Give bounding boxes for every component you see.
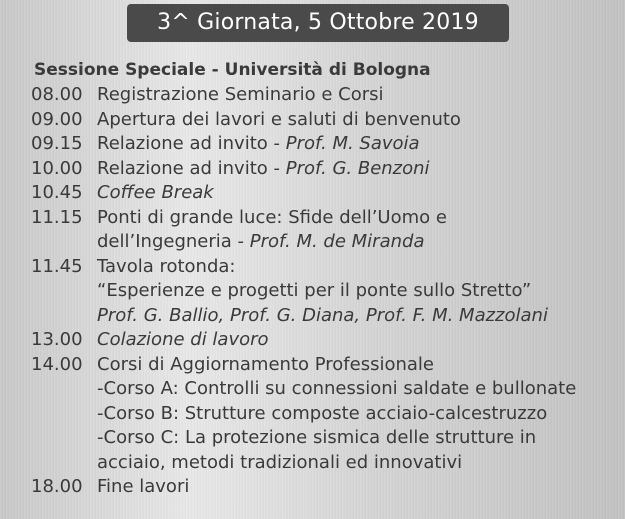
day-header-badge: 3^ Giornata, 5 Ottobre 2019 — [127, 4, 509, 42]
schedule-text — [97, 83, 621, 108]
course-c: -Corso C: La protezione sismica delle strutture in — [97, 427, 537, 448]
schedule-line — [97, 157, 621, 182]
schedule-item-1400 — [31, 353, 621, 476]
schedule-line: Colazione di lavoro — [97, 329, 269, 350]
schedule-text — [97, 181, 621, 206]
schedule-line: Coffee Break — [97, 182, 214, 203]
schedule-text — [97, 475, 621, 500]
schedule-label: dell’Ingegneria - — [97, 231, 250, 252]
schedule-time: 11.15 — [31, 206, 83, 228]
schedule-line: Apertura dei lavori e saluti di benvenuto — [97, 108, 461, 130]
schedule-time: 14.00 — [31, 353, 83, 375]
schedule-line: Tavola rotonda: — [97, 255, 236, 277]
course-c-continued: acciaio, metodi tradizionali ed innovativi — [97, 451, 463, 473]
schedule-item-0900 — [31, 108, 621, 133]
schedule-time: 10.00 — [31, 157, 83, 179]
course-a: -Corso A: Controlli su connessioni saldate e bullonate — [97, 378, 577, 399]
schedule-item-1045 — [31, 181, 621, 206]
schedule-line: Registrazione Seminario e Corsi — [97, 84, 384, 105]
schedule-time: 10.45 — [31, 182, 83, 203]
schedule-line: “Esperienze e progetti per il ponte sullo Stretto” — [97, 280, 532, 301]
schedule-text — [97, 255, 621, 329]
schedule-item-1115 — [31, 206, 621, 255]
schedule-text — [97, 132, 621, 157]
speaker-name: Prof. M. de Miranda — [249, 231, 425, 252]
course-b: -Corso B: Strutture composte acciaio-calcestruzzo — [97, 402, 548, 424]
schedule-text — [97, 206, 621, 255]
schedule-text — [97, 328, 621, 353]
schedule-item-0800 — [31, 83, 621, 108]
schedule-label: Relazione ad invito - — [97, 133, 286, 154]
schedule-item-1145 — [31, 255, 621, 329]
schedule-time: 13.00 — [31, 329, 83, 350]
schedule-time: 09.00 — [31, 108, 83, 130]
session-title: Sessione Speciale - Università di Bologna — [34, 60, 431, 80]
schedule-line — [97, 230, 621, 255]
schedule-time: 09.15 — [31, 133, 83, 154]
schedule-text — [97, 157, 621, 182]
speaker-name: Prof. M. Savoia — [285, 133, 420, 154]
schedule-item-1800 — [31, 475, 621, 500]
schedule-line: Fine lavori — [97, 476, 190, 497]
schedule-item-1000 — [31, 157, 621, 182]
schedule-label: Relazione ad invito - — [97, 157, 286, 179]
schedule-line — [97, 132, 621, 157]
schedule-time: 08.00 — [31, 84, 83, 105]
schedule-item-1300 — [31, 328, 621, 353]
speaker-name: Prof. G. Benzoni — [285, 157, 430, 179]
schedule-line: Ponti di grande luce: Sfide dell’Uomo e — [97, 206, 447, 228]
schedule-text — [97, 353, 621, 476]
schedule-item-0915 — [31, 132, 621, 157]
schedule-list — [31, 83, 621, 500]
schedule-time: 11.45 — [31, 255, 83, 277]
speaker-name: Prof. G. Ballio, Prof. G. Diana, Prof. F. M. Mazzolani — [97, 304, 548, 326]
schedule-text — [97, 108, 621, 133]
schedule-line: Corsi di Aggiornamento Professionale — [97, 353, 434, 375]
schedule-time: 18.00 — [31, 476, 83, 497]
